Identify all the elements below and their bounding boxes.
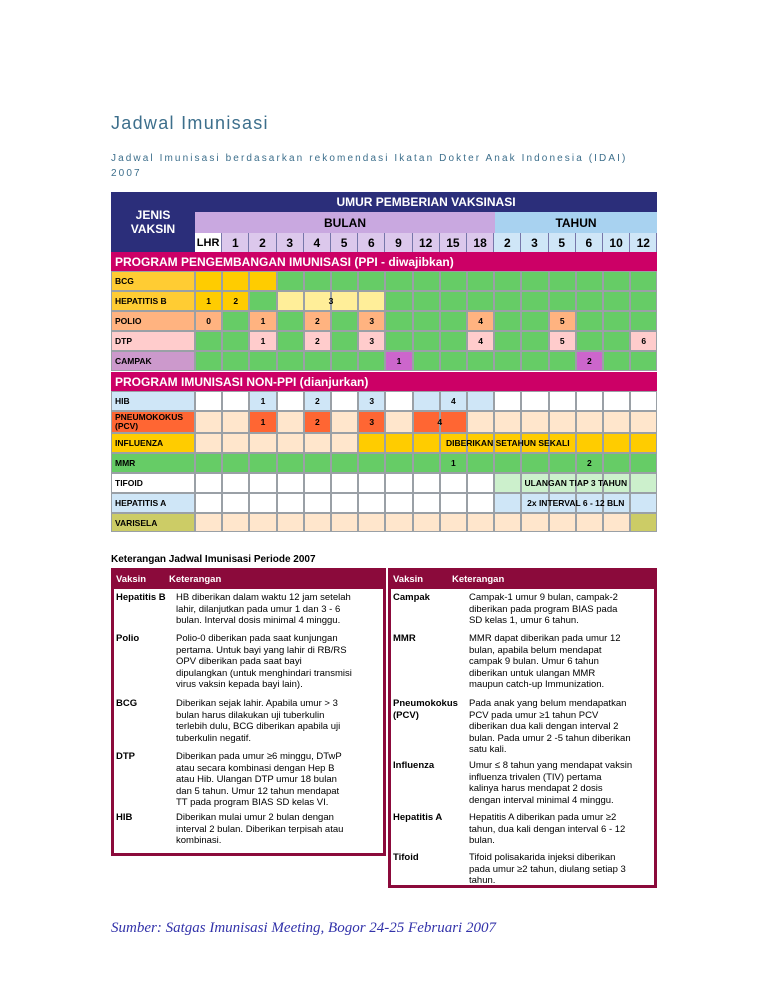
schedule-cell xyxy=(222,271,249,291)
legend-description-line: Polio-0 diberikan pada saat kunjungan xyxy=(176,633,338,644)
schedule-cell xyxy=(277,513,304,532)
legend-description-line: Diberikan mulai umur 2 bulan dengan xyxy=(176,812,334,823)
schedule-cell xyxy=(195,351,222,371)
schedule-cell xyxy=(385,453,412,473)
schedule-cell xyxy=(222,411,249,433)
schedule-cell xyxy=(222,311,249,331)
schedule-cell xyxy=(304,453,331,473)
schedule-table xyxy=(111,192,657,532)
schedule-cell xyxy=(249,351,276,371)
column-header: 12 xyxy=(413,233,440,252)
schedule-cell xyxy=(358,513,385,532)
schedule-cell xyxy=(195,271,222,291)
legend-vaccine-name: Hepatitis A xyxy=(393,812,443,823)
schedule-cell xyxy=(277,271,304,291)
schedule-cell xyxy=(630,291,657,311)
legend-description-line: bulan. Pada umur 2 -5 tahun diberikan xyxy=(469,732,631,744)
legend-description-line: diberikan dua kali dengan interval 2 xyxy=(469,721,619,732)
column-header: 18 xyxy=(467,233,494,252)
dose-mark: 3 xyxy=(369,316,375,326)
dose-mark: 4 xyxy=(437,417,443,427)
legend-description-line: campak 9 bulan. Umur 6 tahun xyxy=(469,656,599,667)
schedule-cell xyxy=(467,271,494,291)
header-umur: UMUR PEMBERIAN VAKSINASI xyxy=(195,192,657,212)
dose-mark: 1 xyxy=(260,396,266,406)
header-tahun: TAHUN xyxy=(495,212,657,233)
column-header: 12 xyxy=(630,233,657,252)
dose-mark: 1 xyxy=(396,356,402,366)
legend-description-line: interval 2 bulan. Diberikan terpisah atau xyxy=(176,823,344,835)
column-header: 6 xyxy=(358,233,385,252)
column-header: 6 xyxy=(576,233,603,252)
schedule-cell xyxy=(603,291,630,311)
legend-description-line: pertama. Untuk bayi yang lahir di RB/RS xyxy=(176,644,347,656)
schedule-cell xyxy=(195,411,222,433)
dose-mark: 5 xyxy=(559,316,565,326)
schedule-cell xyxy=(576,411,603,433)
legend-description-line: atau Hib. Ulangan DTP umur 18 bulan xyxy=(176,774,337,785)
schedule-cell xyxy=(549,391,576,411)
schedule-cell xyxy=(467,453,494,473)
vaccine-label: DTP xyxy=(111,331,195,351)
schedule-cell xyxy=(576,311,603,331)
col-vaksin-right: Vaksin xyxy=(393,574,424,585)
schedule-cell xyxy=(467,291,494,311)
dose-mark: 1 xyxy=(451,458,456,468)
schedule-cell xyxy=(440,493,467,513)
schedule-cell xyxy=(440,351,467,371)
schedule-cell xyxy=(467,473,494,493)
schedule-cell xyxy=(277,311,304,331)
column-header: 3 xyxy=(277,233,304,252)
schedule-cell xyxy=(521,453,548,473)
column-header: 3 xyxy=(521,233,548,252)
legend-vaccine-name: Tifoid xyxy=(393,852,419,863)
header-bulan: BULAN xyxy=(195,212,495,233)
legend-description-line: kalinya harus mendapat 2 dosis xyxy=(469,783,603,794)
schedule-cell xyxy=(222,433,249,453)
dose-mark: 1 xyxy=(260,316,266,326)
schedule-cell xyxy=(521,391,548,411)
column-header: 2 xyxy=(494,233,521,252)
schedule-cell xyxy=(331,311,358,331)
schedule-cell xyxy=(304,473,331,493)
schedule-cell xyxy=(603,331,630,351)
schedule-cell xyxy=(440,311,467,331)
dose-mark: 1 xyxy=(260,417,266,427)
legend-description-line: Diberikan sejak lahir. Apabila umur > 3 xyxy=(176,698,338,709)
schedule-cell xyxy=(467,351,494,371)
schedule-cell xyxy=(521,351,548,371)
legend-description-line: Umur ≤ 8 tahun yang mendapat vaksin xyxy=(469,760,633,771)
dose-mark: 2 xyxy=(233,296,239,306)
legend-description-line: SD kelas 1, umur 6 tahun. xyxy=(469,615,579,626)
column-header: 4 xyxy=(304,233,331,252)
schedule-cell xyxy=(277,433,304,453)
vaccine-label: MMR xyxy=(111,453,195,473)
legend-vaccine-name: Polio xyxy=(116,633,140,644)
dose-mark: 2 xyxy=(315,396,320,406)
vaccine-label: INFLUENZA xyxy=(111,433,195,453)
legend-vaccine-name: DTP xyxy=(116,751,135,762)
vaccine-label: TIFOID xyxy=(111,473,195,493)
schedule-cell xyxy=(222,493,249,513)
schedule-cell xyxy=(331,473,358,493)
dose-mark: 3 xyxy=(369,336,375,346)
schedule-cell xyxy=(195,513,222,532)
vaccine-label: HEPATITIS A xyxy=(111,493,195,513)
legend-description-line: virus vaksin kepada bayi lain). xyxy=(176,679,303,690)
header-jenis-vaksin: JENIS VAKSIN xyxy=(111,192,195,252)
col-keterangan: Keterangan xyxy=(169,574,222,585)
dose-mark: 2 xyxy=(587,458,592,468)
dose-mark: 4 xyxy=(478,336,483,346)
column-header: 9 xyxy=(385,233,412,252)
vaccine-label: CAMPAK xyxy=(111,351,195,371)
schedule-cell xyxy=(576,271,603,291)
schedule-cell xyxy=(358,351,385,371)
schedule-cell xyxy=(222,513,249,532)
schedule-cell xyxy=(277,351,304,371)
schedule-cell xyxy=(494,331,521,351)
legend-description-line: terlebih dulu, BCG diberikan apabila uji xyxy=(176,721,341,732)
schedule-cell xyxy=(413,453,440,473)
schedule-cell xyxy=(249,513,276,532)
schedule-cell xyxy=(494,291,521,311)
dose-mark: 4 xyxy=(478,316,483,326)
section-ppi: PROGRAM PENGEMBANGAN IMUNISASI (PPI - diwajibkan) xyxy=(111,252,657,271)
schedule-cell xyxy=(603,513,630,532)
legend-right-header xyxy=(391,571,654,589)
legend-vaccine-name: Campak xyxy=(393,592,430,603)
column-header: 1 xyxy=(222,233,249,252)
schedule-cell xyxy=(440,291,467,311)
schedule-cell xyxy=(440,513,467,532)
schedule-cell xyxy=(222,473,249,493)
schedule-cell xyxy=(549,271,576,291)
schedule-cell xyxy=(331,453,358,473)
legend-description-line: tahun, dua kali dengan interval 6 - 12 xyxy=(469,823,626,835)
schedule-cell xyxy=(385,291,412,311)
schedule-cell xyxy=(549,411,576,433)
legend-vaccine-name: Hepatitis B xyxy=(116,592,166,603)
legend-table-left xyxy=(111,568,386,856)
legend-vaccine-name: HIB xyxy=(116,812,133,823)
schedule-cell xyxy=(603,453,630,473)
schedule-cell xyxy=(385,391,412,411)
schedule-cell xyxy=(331,513,358,532)
schedule-cell xyxy=(413,473,440,493)
vaccine-label: POLIO xyxy=(111,311,195,331)
vaccine-label: HIB xyxy=(111,391,195,411)
dose-mark: 2 xyxy=(587,356,592,366)
dose-mark: 5 xyxy=(559,336,565,346)
schedule-cell xyxy=(385,411,412,433)
legend-description-line: diberikan untuk ulangan MMR xyxy=(469,667,596,679)
schedule-cell xyxy=(494,453,521,473)
legend-description-line: kombinasi. xyxy=(176,835,222,846)
legend-description-line: MMR dapat diberikan pada umur 12 xyxy=(469,633,621,644)
schedule-cell xyxy=(277,453,304,473)
schedule-cell xyxy=(331,411,358,433)
schedule-cell xyxy=(385,493,412,513)
schedule-cell xyxy=(576,513,603,532)
schedule-cell xyxy=(494,311,521,331)
schedule-cell xyxy=(358,473,385,493)
schedule-cell xyxy=(630,271,657,291)
schedule-cell xyxy=(249,291,276,311)
schedule-cell xyxy=(195,331,222,351)
dose-mark: 2 xyxy=(315,336,320,346)
page-title: Jadwal Imunisasi xyxy=(111,113,269,133)
schedule-cell xyxy=(385,331,412,351)
schedule-cell xyxy=(630,453,657,473)
column-header: 5 xyxy=(331,233,358,252)
col-keterangan-right: Keterangan xyxy=(452,574,505,585)
legend-description-line: tuberkulin negatif. xyxy=(176,732,251,744)
schedule-cell xyxy=(304,351,331,371)
schedule-cell xyxy=(413,493,440,513)
schedule-cell xyxy=(249,493,276,513)
dose-mark: 3 xyxy=(369,417,375,427)
schedule-cell xyxy=(304,433,331,453)
column-header: 5 xyxy=(549,233,576,252)
column-header: 10 xyxy=(603,233,630,252)
schedule-cell xyxy=(195,453,222,473)
dose-mark: 3 xyxy=(328,296,334,306)
legend-description-line: influenza trivalen (TIV) pertama xyxy=(469,771,602,783)
legend-description-line: bulan harus dilakukan uji tuberkulin xyxy=(176,709,325,721)
schedule-cell xyxy=(576,331,603,351)
column-header: 2 xyxy=(249,233,276,252)
schedule-cell xyxy=(385,271,412,291)
schedule-cell xyxy=(385,473,412,493)
legend-description-line: dipulangkan (untuk menghindari transmisi xyxy=(176,667,352,679)
dose-mark: 4 xyxy=(451,396,456,406)
schedule-cell xyxy=(413,331,440,351)
schedule-cell xyxy=(549,453,576,473)
legend-title: Keterangan Jadwal Imunisasi Periode 2007 xyxy=(111,554,316,565)
schedule-cell xyxy=(603,391,630,411)
schedule-cell xyxy=(521,331,548,351)
legend-description-line: lahir, dilanjutkan pada umur 1 dan 3 - 6 xyxy=(176,603,341,615)
schedule-cell xyxy=(630,513,657,532)
legend-description-line: Hepatitis A diberikan pada umur ≥2 xyxy=(469,812,617,823)
schedule-cell xyxy=(440,331,467,351)
legend-description-line: bulan, apabila belum mendapat xyxy=(469,644,602,656)
schedule-cell xyxy=(331,493,358,513)
schedule-cell xyxy=(521,271,548,291)
schedule-cell xyxy=(603,271,630,291)
schedule-cell xyxy=(413,291,440,311)
vaccine-label: VARISELA xyxy=(111,513,195,532)
schedule-cell xyxy=(277,493,304,513)
schedule-cell xyxy=(331,351,358,371)
schedule-cell xyxy=(440,271,467,291)
schedule-cell xyxy=(494,411,521,433)
legend-vaccine-name: MMR xyxy=(393,633,416,644)
schedule-cell xyxy=(358,453,385,473)
schedule-cell xyxy=(277,411,304,433)
dose-mark: ULANGAN TIAP 3 TAHUN xyxy=(524,478,628,488)
schedule-cell xyxy=(521,311,548,331)
schedule-cell xyxy=(630,391,657,411)
legend-description-line: dengan interval minimal 4 minggu. xyxy=(469,794,614,806)
schedule-cell xyxy=(521,411,548,433)
schedule-cell xyxy=(358,493,385,513)
legend-description-line: maupun catch-up Immunization. xyxy=(469,679,605,690)
schedule-cell xyxy=(549,291,576,311)
schedule-cell xyxy=(249,453,276,473)
legend-description-line: Pada anak yang belum mendapatkan xyxy=(469,698,627,709)
legend-vaccine-name: Pneumokokus (PCV) xyxy=(393,698,458,721)
schedule-cell xyxy=(358,271,385,291)
schedule-cell xyxy=(195,433,222,453)
schedule-cell xyxy=(630,311,657,331)
schedule-cell xyxy=(195,473,222,493)
legend-left-header xyxy=(114,571,383,589)
schedule-cell xyxy=(494,513,521,532)
schedule-cell xyxy=(467,513,494,532)
vaccine-label: PNEUMOKOKUS (PCV) xyxy=(111,411,195,433)
schedule-cell xyxy=(385,311,412,331)
schedule-cell xyxy=(331,391,358,411)
dose-mark: 6 xyxy=(641,336,647,346)
legend-vaccine-name: Influenza xyxy=(393,760,435,771)
schedule-cell xyxy=(304,513,331,532)
legend-description-line: HB diberikan dalam waktu 12 jam setelah xyxy=(176,592,351,603)
schedule-cell xyxy=(249,271,276,291)
schedule-cell xyxy=(277,391,304,411)
legend-description-line: OPV diberikan pada saat bayi xyxy=(176,656,302,667)
vaccine-label: HEPATITIS B xyxy=(111,291,195,311)
legend-description-line: Campak-1 umur 9 bulan, campak-2 xyxy=(469,592,618,603)
schedule-cell xyxy=(494,391,521,411)
schedule-cell xyxy=(440,473,467,493)
legend-description-line: bulan. xyxy=(469,835,495,846)
schedule-cell xyxy=(576,291,603,311)
dose-mark: 2x INTERVAL 6 - 12 BLN xyxy=(527,498,625,508)
schedule-cell xyxy=(195,493,222,513)
schedule-cell xyxy=(385,513,412,532)
legend-description-line: TT pada program BIAS SD kelas VI. xyxy=(176,797,329,808)
source-note: Sumber: Satgas Imunisasi Meeting, Bogor 24-25 Februari 2007 xyxy=(111,920,496,936)
dose-mark: 1 xyxy=(206,296,211,306)
dose-mark: 3 xyxy=(369,396,375,406)
schedule-cell xyxy=(630,411,657,433)
schedule-cell xyxy=(494,271,521,291)
schedule-cell xyxy=(603,411,630,433)
schedule-cell xyxy=(222,453,249,473)
schedule-cell xyxy=(222,331,249,351)
schedule-cell xyxy=(413,513,440,532)
schedule-cell xyxy=(603,311,630,331)
legend-description-line: Tifoid polisakarida injeksi diberikan xyxy=(469,852,616,863)
legend-description-line: diberikan pada program BIAS pada xyxy=(469,603,618,615)
legend-description-line: PCV pada umur ≥1 tahun PCV xyxy=(469,709,599,721)
schedule-cell xyxy=(277,331,304,351)
schedule-cell xyxy=(304,493,331,513)
schedule-cell xyxy=(467,411,494,433)
legend-description-line: dan 5 tahun. Umur 12 tahun mendapat xyxy=(176,785,340,797)
vaccine-label: BCG xyxy=(111,271,195,291)
dose-mark: 0 xyxy=(206,316,211,326)
schedule-cell xyxy=(413,271,440,291)
schedule-cell xyxy=(576,391,603,411)
schedule-cell xyxy=(413,351,440,371)
schedule-cell xyxy=(331,433,358,453)
legend-description-line: Diberikan pada umur ≥6 minggu, DTwP xyxy=(176,751,342,762)
schedule-cell xyxy=(277,473,304,493)
legend-table-right xyxy=(388,568,657,888)
schedule-cell xyxy=(222,351,249,371)
column-header: 15 xyxy=(440,233,467,252)
schedule-cell xyxy=(494,351,521,371)
legend-description-line: atau secara kombinasi dengan Hep B xyxy=(176,762,335,774)
schedule-cell xyxy=(549,513,576,532)
legend-description-line: bulan. Interval dosis minimal 4 minggu. xyxy=(176,615,341,626)
legend-description-line: tahun. xyxy=(469,875,496,886)
schedule-cell xyxy=(195,391,222,411)
schedule-cell xyxy=(249,473,276,493)
legend-vaccine-name: BCG xyxy=(116,698,138,709)
dose-mark: 1 xyxy=(260,336,266,346)
schedule-cell xyxy=(222,391,249,411)
legend-description-line: pada umur ≥2 tahun, diulang setiap 3 xyxy=(469,863,626,875)
schedule-cell xyxy=(331,271,358,291)
schedule-cell xyxy=(413,311,440,331)
col-vaksin: Vaksin xyxy=(116,574,147,585)
schedule-cell xyxy=(549,351,576,371)
dose-mark: 2 xyxy=(315,316,320,326)
column-header: LHR xyxy=(195,233,222,252)
section-non-ppi: PROGRAM IMUNISASI NON-PPI (dianjurkan) xyxy=(111,372,657,391)
schedule-cell xyxy=(521,291,548,311)
schedule-cell xyxy=(467,493,494,513)
schedule-cell xyxy=(331,331,358,351)
schedule-cell xyxy=(304,271,331,291)
page-subtitle: Jadwal Imunisasi berdasarkan rekomendasi Ikatan Dokter Anak Indonesia (IDAI) 2007 xyxy=(111,153,628,179)
dose-mark: DIBERIKAN SETAHUN SEKALI xyxy=(445,438,570,448)
schedule-cell xyxy=(603,351,630,371)
schedule-cell xyxy=(630,351,657,371)
schedule-cell xyxy=(521,513,548,532)
legend-description-line: satu kali. xyxy=(469,744,507,755)
schedule-cell xyxy=(249,433,276,453)
dose-mark: 2 xyxy=(315,417,320,427)
